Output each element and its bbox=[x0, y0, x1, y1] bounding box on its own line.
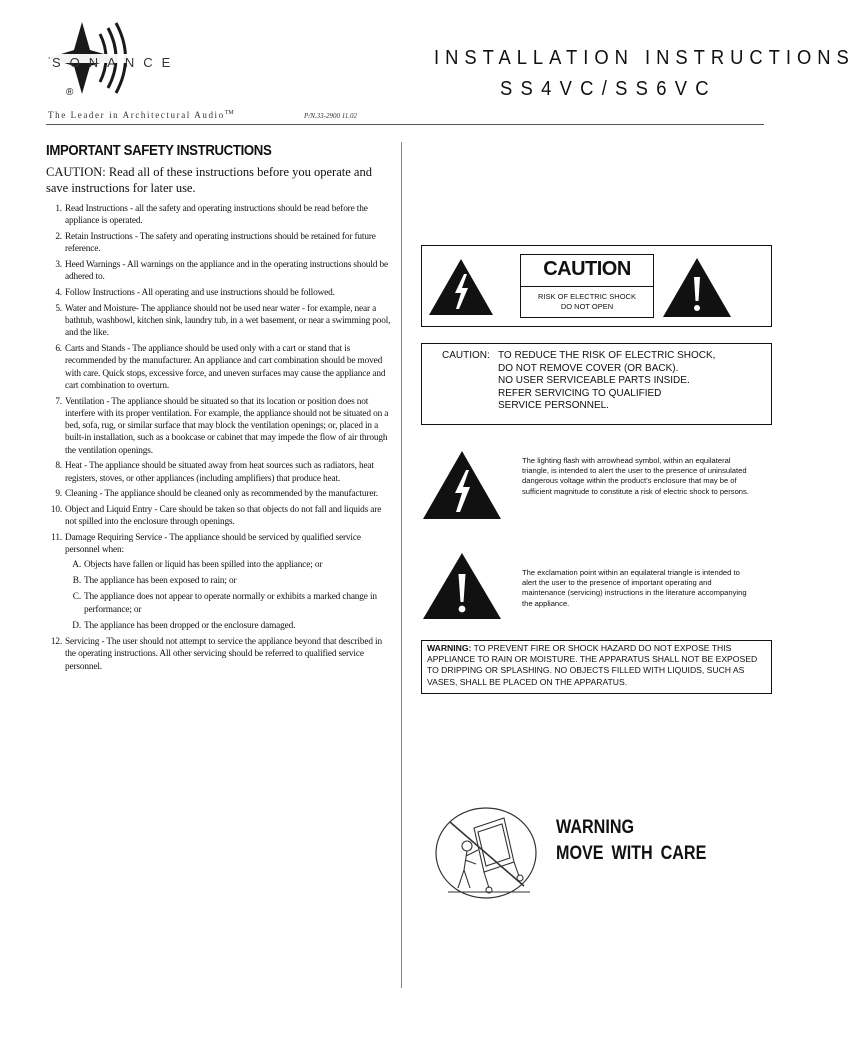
warning-body: TO PREVENT FIRE OR SHOCK HAZARD DO NOT EXPOSE THIS APPLIANCE TO RAIN OR MOISTURE. THE APPARATUS SHALL NOT BE EXPOSED TO DRIPPING OR SPLASHING. NO OBJECTS FILLED WITH LIQUIDS, SUCH AS VASES, SHALL BE PLACED ON THE APPARATUS. bbox=[427, 643, 758, 687]
list-item bbox=[48, 636, 394, 673]
list-item bbox=[48, 396, 394, 457]
item-number: 7. bbox=[55, 396, 62, 407]
sub-item-letter: D. bbox=[72, 620, 81, 631]
item-number: 5. bbox=[55, 303, 62, 314]
list-item bbox=[48, 504, 394, 529]
caution-label-line1: RISK OF ELECTRIC SHOCK bbox=[538, 292, 636, 301]
caution-notice-line: NO USER SERVICEABLE PARTS INSIDE. bbox=[498, 375, 690, 387]
sub-list-item bbox=[65, 575, 394, 587]
safety-instructions-list bbox=[48, 203, 394, 676]
sub-item-letter: B. bbox=[72, 575, 81, 586]
document-title: INSTALLATION INSTRUCTIONS bbox=[434, 47, 855, 69]
item-number: 2. bbox=[55, 231, 62, 242]
trademark-mark: TM bbox=[224, 110, 234, 116]
item-number: 9. bbox=[55, 489, 62, 500]
item-number: 11. bbox=[51, 533, 62, 544]
caution-notice-line: SERVICE PERSONNEL. bbox=[498, 400, 609, 412]
sub-item-text: The appliance has been dropped or the enclosure damaged. bbox=[84, 620, 296, 631]
lightning-bolt-triangle-icon bbox=[422, 450, 502, 520]
caution-notice-line: DO NOT REMOVE COVER (OR BACK). bbox=[498, 362, 679, 374]
sub-item-letter: C. bbox=[72, 592, 81, 603]
caution-notice-prefix: CAUTION: bbox=[442, 350, 490, 361]
lightning-bolt-triangle-icon bbox=[428, 258, 494, 316]
exclamation-triangle-icon bbox=[422, 552, 502, 620]
cart-warning-subtitle: MOVE WITH CARE bbox=[556, 843, 707, 864]
model-numbers: SS4VC/SS6VC bbox=[500, 78, 717, 100]
sub-item-text: The appliance has been exposed to rain; or bbox=[84, 575, 237, 586]
tagline-text: The Leader in Architectural Audio bbox=[48, 110, 225, 120]
item-text: Carts and Stands - The appliance should be used only with a cart or stand that is recommended by the manufacturer. An appliance and cart combination should be moved with care. Quick stops, excessive force, and uneven surfaces may cause the appliance and cart combination to overturn. bbox=[65, 343, 386, 391]
item-number: 8. bbox=[55, 461, 62, 472]
caution-intro: CAUTION: Read all of these instructions before you operate and save instructions for later use. bbox=[46, 165, 372, 195]
caution-label-title: CAUTION bbox=[543, 258, 631, 280]
safety-heading: IMPORTANT SAFETY INSTRUCTIONS bbox=[46, 142, 272, 159]
item-text: Cleaning - The appliance should be cleaned only as recommended by the manufacturer. bbox=[65, 489, 378, 500]
part-number: P/N.33-2900 11.02 bbox=[304, 112, 357, 120]
exclamation-triangle-icon bbox=[662, 257, 732, 318]
item-text: Follow Instructions - All operating and use instructions should be followed. bbox=[65, 287, 335, 298]
lightning-symbol-description: The lighting flash with arrowhead symbol, within an equilateral triangle, is intended to alert the user to the presence of uninsulated dangerous voltage within the product's enclosure that may be of sufficient magnitude to constitute a risk of electric shock to persons. bbox=[522, 456, 749, 496]
item-text: Retain Instructions - The safety and operating instructions should be retained for future reference. bbox=[65, 231, 376, 255]
caution-label-divider bbox=[521, 286, 653, 287]
item-text: Damage Requiring Service - The appliance should be serviced by qualified service personnel when: bbox=[65, 533, 361, 556]
list-item bbox=[48, 259, 394, 284]
item-number: 1. bbox=[55, 204, 62, 214]
cart-warning-title: WARNING bbox=[556, 817, 635, 838]
item-text: Water and Moisture- The appliance should not be used near water - for example, near a bathtub, washbowl, kitchen sink, laundry tub, in a wet basement, or near a swimming pool, and the like. bbox=[65, 303, 391, 339]
caution-label-line2: DO NOT OPEN bbox=[560, 302, 614, 311]
item-number: 4. bbox=[55, 287, 62, 298]
caution-notice-line: TO REDUCE THE RISK OF ELECTRIC SHOCK, bbox=[498, 350, 716, 361]
list-item bbox=[48, 343, 394, 392]
caution-notice-line: REFER SERVICING TO QUALIFIED bbox=[498, 387, 662, 399]
sub-list-item bbox=[65, 559, 394, 571]
item-text: Ventilation - The appliance should be situated so that its location or position does not interfere with its proper ventilation. For example, the appliance should not be situated on a bed, sofa, rug, or similar surface that may block the ventilation openings; or, placed in a built-in installation, such as a bookcase or cabinet that may impede the flow of air through the ventilation openings. bbox=[65, 396, 389, 456]
sub-item-letter: A. bbox=[72, 559, 81, 570]
exclamation-symbol-description: The exclamation point within an equilateral triangle is intended to alert the user to the presence of important operating and maintenance (servicing) instructions in the literature accompanying the appliance. bbox=[522, 568, 747, 608]
item-text: Heat - The appliance should be situated away from heat sources such as radiators, heat registers, stoves, or other appliances (including amplifiers) that produce heat. bbox=[65, 461, 374, 484]
brand-name: SONANCE bbox=[52, 55, 180, 70]
cart-tip-over-icon bbox=[434, 806, 539, 901]
sub-list-item bbox=[65, 591, 394, 616]
list-item bbox=[48, 203, 394, 228]
item-text: Heed Warnings - All warnings on the appliance and in the operating instructions should be adhered to. bbox=[65, 259, 388, 283]
list-item bbox=[48, 231, 394, 256]
list-item bbox=[48, 488, 394, 500]
item-text: Servicing - The user should not attempt to service the appliance beyond that described in the operating instructions. All other servicing should be referred to qualified service personnel. bbox=[65, 637, 382, 672]
sub-item-text: The appliance does not appear to operate normally or exhibits a marked change in performance; or bbox=[84, 592, 377, 615]
damage-sub-list bbox=[65, 559, 394, 632]
sub-list-item bbox=[65, 620, 394, 632]
tagline bbox=[48, 110, 234, 120]
warning-label: WARNING: bbox=[427, 643, 472, 653]
item-text: Object and Liquid Entry - Care should be taken so that objects do not fall and liquids are not spilled into the enclosure through openings. bbox=[65, 505, 382, 528]
item-text: Read Instructions - all the safety and operating instructions should be read before the appliance is operated. bbox=[65, 204, 368, 227]
list-item bbox=[48, 303, 394, 340]
header-divider bbox=[46, 124, 764, 125]
caution-notice-text bbox=[498, 350, 715, 413]
list-item bbox=[48, 532, 394, 632]
item-number: 6. bbox=[55, 343, 62, 354]
item-number: 10. bbox=[50, 505, 62, 516]
item-number: 3. bbox=[55, 259, 62, 270]
list-item bbox=[48, 287, 394, 299]
sub-item-text: Objects have fallen or liquid has been spilled into the appliance; or bbox=[84, 559, 323, 570]
column-divider bbox=[401, 142, 402, 988]
warning-text bbox=[427, 643, 767, 688]
item-number: 12. bbox=[50, 637, 62, 648]
list-item bbox=[48, 460, 394, 485]
registered-mark: ® bbox=[66, 87, 74, 98]
